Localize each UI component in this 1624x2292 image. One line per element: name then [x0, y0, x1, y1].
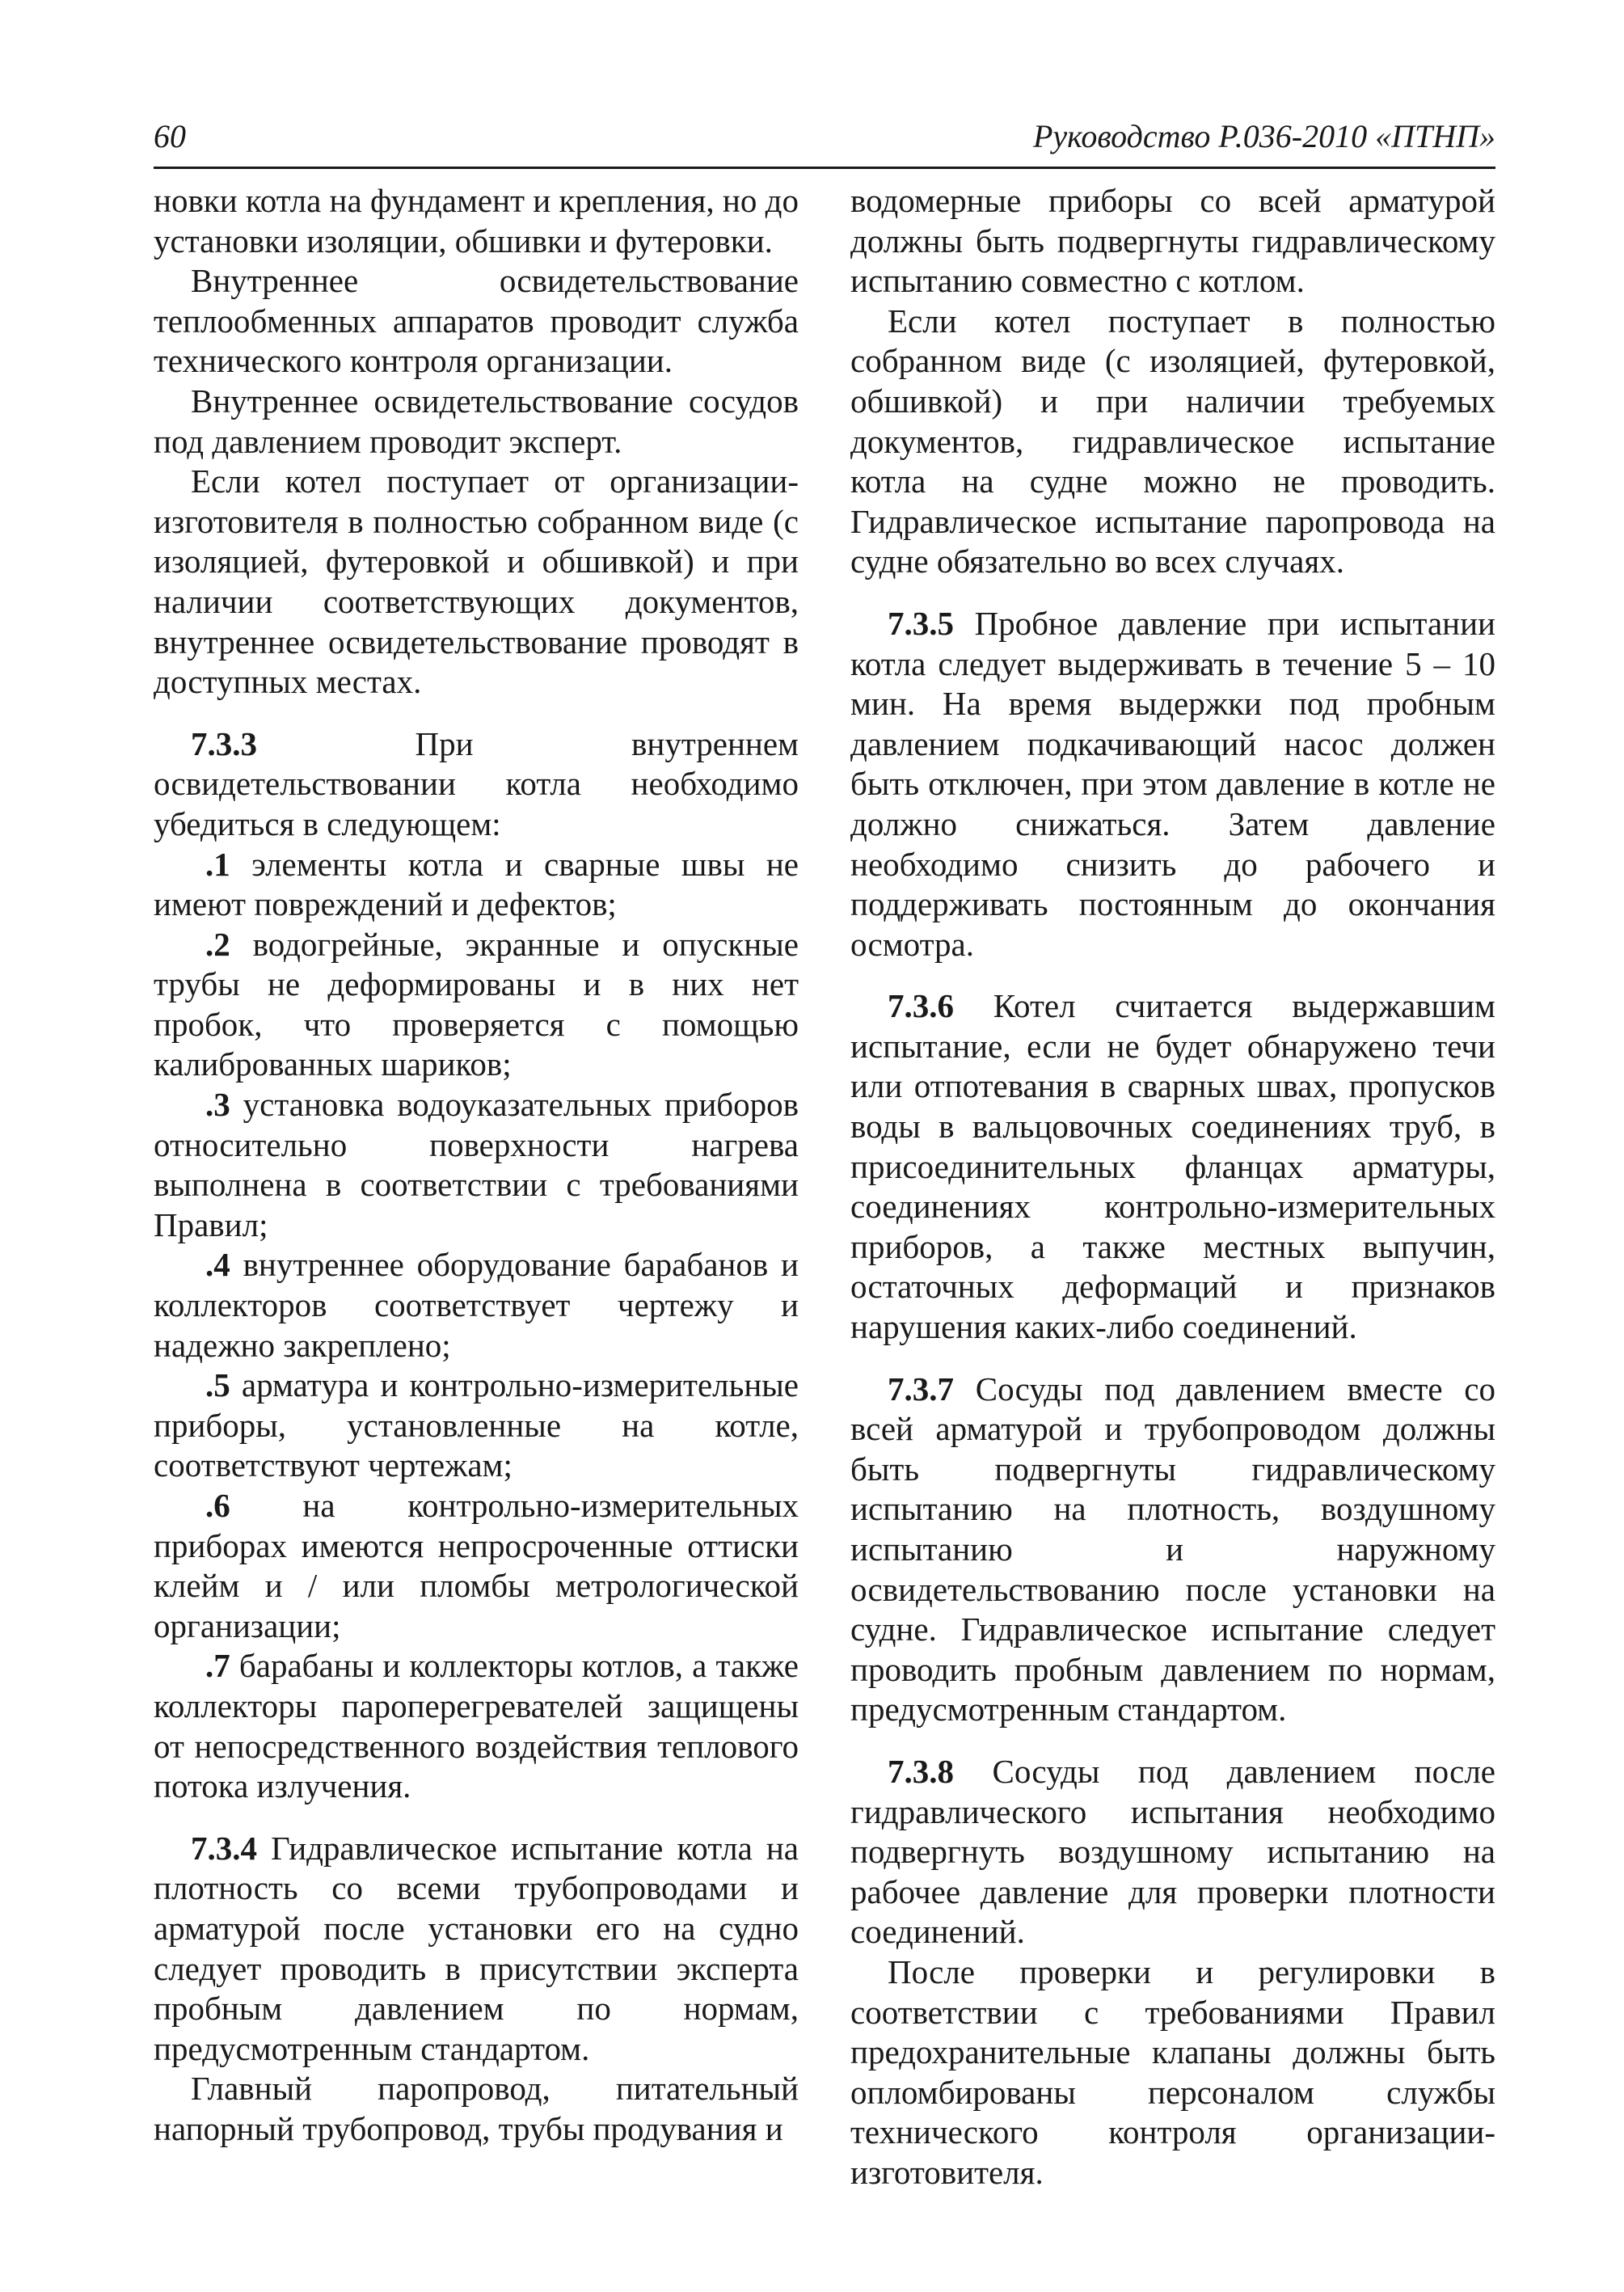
- list-item-text: на контрольно-измерительных приборах имеются непросроченные оттиски клейм и / или пломбы метрологической организации;: [154, 1487, 799, 1644]
- section-number: 7.3.7: [888, 1370, 954, 1408]
- section-7-3-6: [850, 986, 1495, 1347]
- list-item-number: .3: [205, 1086, 230, 1124]
- paragraph: новки котла на фундамент и крепления, но до установки изоляции, обшивки и футеровки.: [154, 182, 799, 260]
- left-column: [154, 181, 799, 2150]
- list-item: [154, 1646, 799, 1806]
- list-item-number: .4: [205, 1246, 230, 1284]
- list-item: [154, 1245, 799, 1365]
- list-item-number: .5: [205, 1366, 230, 1404]
- list-item-number: .7: [205, 1647, 230, 1685]
- section-number: 7.3.3: [191, 724, 257, 762]
- paragraph: После проверки и регулировки в соответствии с требованиями Правил предохранительные клапаны должны быть опломбированы персоналом службы технического контроля организации-изготовителя.: [850, 1952, 1495, 2191]
- right-column: [850, 181, 1495, 2193]
- section-number: 7.3.8: [888, 1752, 954, 1790]
- list-item-text: внутреннее оборудование барабанов и коллекторов соответствует чертежу и надежно закреплено;: [154, 1246, 799, 1364]
- section-7-3-3: [154, 724, 799, 845]
- paragraph: Главный паропровод, питательный напорный трубопровод, трубы продувания и: [154, 2070, 799, 2147]
- section-number: 7.3.6: [888, 987, 954, 1025]
- list-item-number: .1: [205, 845, 230, 883]
- list-item-number: .6: [205, 1487, 230, 1524]
- paragraph: Если котел поступает от организации-изготовителя в полностью собранном виде (с изоляцией, футеровкой и обшивкой) и при наличии соответствующих документов, внутреннее освидетельствование проводят в доступных местах.: [154, 462, 799, 701]
- list-item-text: барабаны и коллекторы котлов, а также коллекторы пароперегревателей защищены от непосредственного воздействия теплового потока излучения.: [154, 1647, 799, 1805]
- list-item-text: арматура и контрольно-измерительные приборы, установленные на котле, соответствуют чертежам;: [154, 1366, 799, 1484]
- list-item: [154, 1486, 799, 1646]
- list-item-text: водогрейные, экранные и опускные трубы не деформированы и в них нет пробок, что проверяется с помощью калиброванных шариков;: [154, 925, 799, 1083]
- section-text: Котел считается выдержавшим испытание, если не будет обнаружено течи или отпотевания в сварных швах, пропусков воды в вальцовочных соединениях труб, в присоединительных фланцах арматуры, соединениях контрольно-измерительных приборов, а также местных выпучин, остаточных деформаций и признаков нарушения каких-либо соединений.: [850, 987, 1496, 1346]
- section-text: Гидравлическое испытание котла на плотность со всеми трубопроводами и арматурой после установки его на судно следует проводить в присутствии эксперта пробным давлением по нормам, предусмотренным стандартом.: [154, 1829, 799, 2067]
- list-item: [154, 845, 799, 925]
- section-text: Пробное давление при испытании котла следует выдерживать в течение 5 – 10 мин. На время выдержки под пробным давлением подкачивающий насос должен быть отключен, при этом давление в котле не должно снижаться. Затем давление необходимо снизить до рабочего и поддерживать постоянным до окончания осмотра.: [850, 604, 1495, 963]
- list-item-text: элементы котла и сварные швы не имеют повреждений и дефектов;: [154, 845, 799, 923]
- list-item: [154, 1085, 799, 1245]
- paragraph: Внутреннее освидетельствование теплообменных аппаратов проводит служба технического контроля организации.: [154, 262, 799, 380]
- section-text: При внутреннем освидетельствовании котла необходимо убедиться в следующем:: [154, 724, 799, 842]
- running-title: Руководство Р.036-2010 «ПТНП»: [1032, 118, 1495, 154]
- page-number: 60: [154, 118, 186, 154]
- section-7-3-8: [850, 1752, 1495, 1952]
- section-number: 7.3.4: [191, 1829, 257, 1867]
- list-item: [154, 925, 799, 1085]
- section-7-3-5: [850, 604, 1495, 964]
- section-7-3-4: [154, 1829, 799, 2070]
- paragraph: Если котел поступает в полностью собранном виде (с изоляцией, футеровкой, обшивкой) и при наличии требуемых документов, гидравлическое испытание котла на судне можно не проводить. Гидравлическое испытание паропровода на судне обязательно во всех случаях.: [850, 302, 1495, 580]
- section-7-3-7: [850, 1370, 1495, 1730]
- section-text: Сосуды под давлением вместе со всей арматурой и трубопроводом должны быть подвергнуты гидравлическому испытанию на плотность, воздушному испытанию и наружному освидетельствованию после установки на судне. Гидравлическое испытание следует проводить пробным давлением по нормам, предусмотренным стандартом.: [850, 1370, 1495, 1728]
- section-number: 7.3.5: [888, 604, 954, 642]
- paragraph: водомерные приборы со всей арматурой должны быть подвергнуты гидравлическому испытанию совместно с котлом.: [850, 182, 1495, 300]
- page-header: [154, 116, 1495, 169]
- paragraph: Внутреннее освидетельствование сосудов под давлением проводит эксперт.: [154, 382, 799, 460]
- section-text: Сосуды под давлением после гидравлического испытания необходимо подвергнуть воздушному испытанию на рабочее давление для проверки плотности соединений.: [850, 1752, 1496, 1951]
- list-item: [154, 1365, 799, 1486]
- list-item-number: .2: [205, 925, 230, 963]
- list-item-text: установка водоуказательных приборов относительно поверхности нагрева выполнена в соответствии с требованиями Правил;: [154, 1086, 799, 1243]
